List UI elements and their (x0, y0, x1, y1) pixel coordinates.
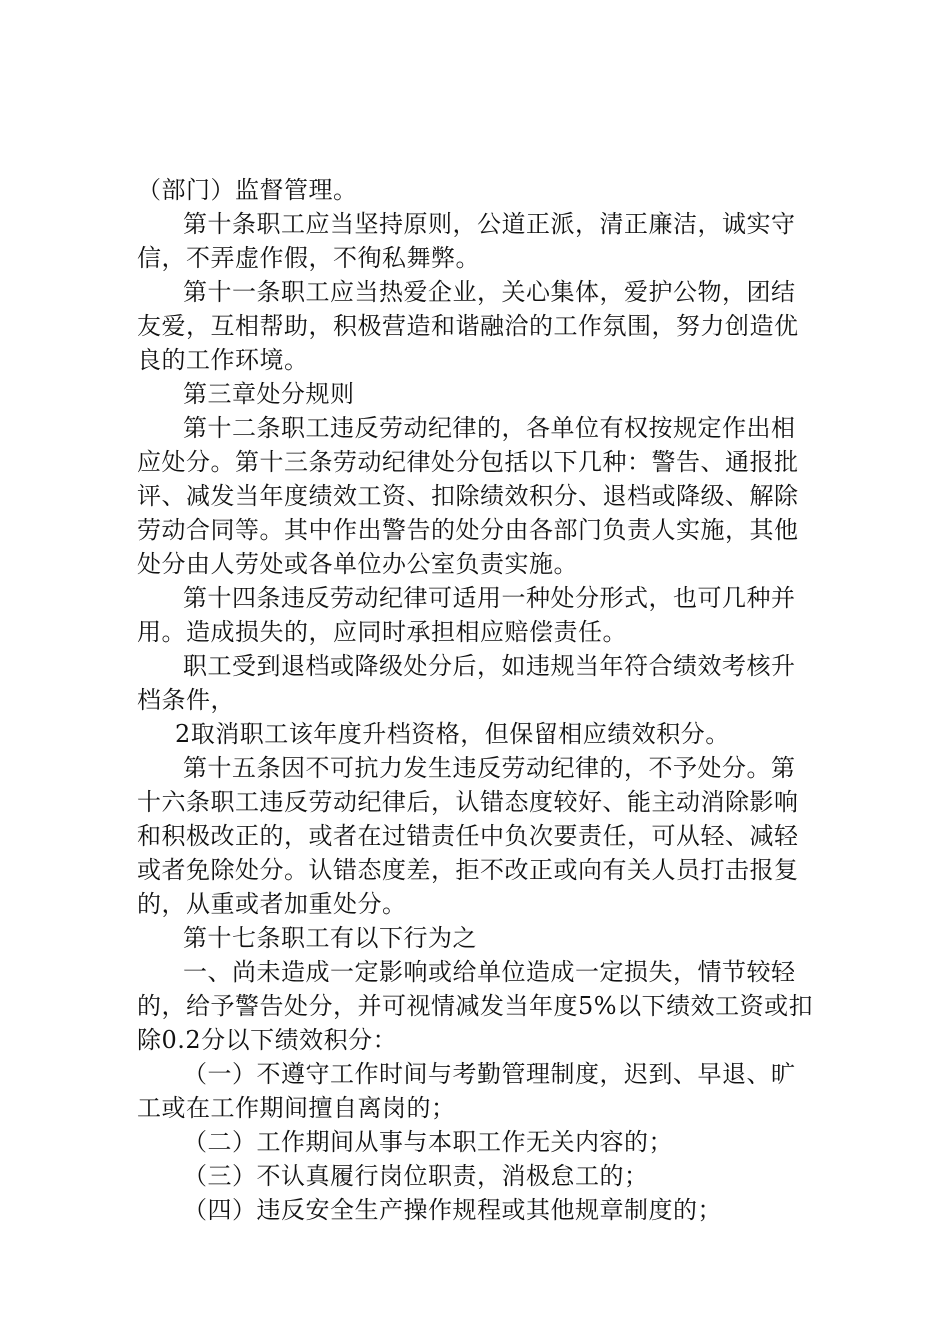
text-line: 2取消职工该年度升档资格，但保留相应绩效积分。 (175, 720, 730, 748)
list-item: （一）不遵守工作时间与考勤管理制度，迟到、早退、旷 (183, 1060, 796, 1088)
list-item: （三）不认真履行岗位职责，消极怠工的； (183, 1162, 649, 1190)
text-line: 职工受到退档或降级处分后，如违规当年符合绩效考核升 (183, 652, 796, 680)
text-line: 信，不弄虚作假，不徇私舞弊。 (137, 244, 480, 272)
text-line: 一、尚未造成一定影响或给单位造成一定损失，情节较轻 (183, 958, 796, 986)
text-line: 第十一条职工应当热爱企业，关心集体，爱护公物，团结 (183, 278, 796, 306)
text-line: 劳动合同等。其中作出警告的处分由各部门负责人实施，其他 (137, 516, 799, 544)
text-line: 除0.2分以下绩效积分： (137, 1026, 398, 1054)
text-line: 友爱，互相帮助，积极营造和谐融洽的工作氛围，努力创造优 (137, 312, 799, 340)
text-line: 第十七条职工有以下行为之 (183, 924, 477, 952)
text-line: 第十五条因不可抗力发生违反劳动纪律的，不予处分。第 (183, 754, 796, 782)
text-line: 十六条职工违反劳动纪律后，认错态度较好、能主动消除影响 (137, 788, 799, 816)
text-line: 和积极改正的，或者在过错责任中负次要责任，可从轻、减轻 (137, 822, 799, 850)
text-line: 第十条职工应当坚持原则，公道正派，清正廉洁，诚实守 (183, 210, 796, 238)
text-line: 或者免除处分。认错态度差，拒不改正或向有关人员打击报复 (137, 856, 799, 884)
text-line: 用。造成损失的，应同时承担相应赔偿责任。 (137, 618, 627, 646)
text-line: 档条件， (137, 686, 235, 714)
text-line: 的，给予警告处分，并可视情减发当年度5%以下绩效工资或扣 (137, 992, 814, 1020)
text-line: （部门）监督管理。 (137, 176, 358, 204)
list-item: （二）工作期间从事与本职工作无关内容的； (183, 1128, 673, 1156)
list-item: （四）违反安全生产操作规程或其他规章制度的； (183, 1196, 722, 1224)
text-line: 第十四条违反劳动纪律可适用一种处分形式，也可几种并 (183, 584, 796, 612)
text-line: 应处分。第十三条劳动纪律处分包括以下几种：警告、通报批 (137, 448, 799, 476)
text-line: 处分由人劳处或各单位办公室负责实施。 (137, 550, 578, 578)
list-item-continuation: 工或在工作期间擅自离岗的； (137, 1094, 456, 1122)
chapter-heading: 第三章处分规则 (183, 380, 355, 408)
text-line: 第十二条职工违反劳动纪律的，各单位有权按规定作出相 (183, 414, 796, 442)
text-line: 良的工作环境。 (137, 346, 309, 374)
text-line: 的，从重或者加重处分。 (137, 890, 407, 918)
text-line: 评、减发当年度绩效工资、扣除绩效积分、退档或降级、解除 (137, 482, 799, 510)
